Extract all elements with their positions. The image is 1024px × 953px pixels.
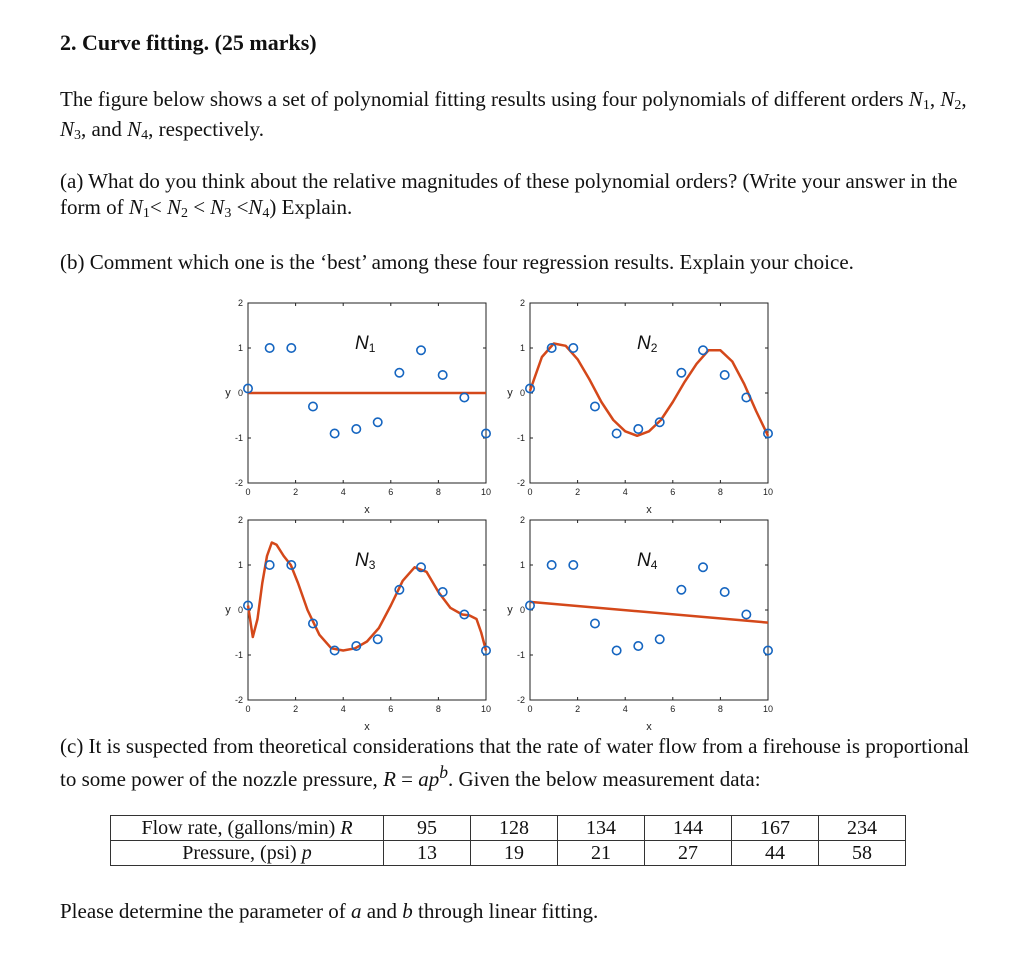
- data-point: [591, 619, 599, 627]
- a-lt-3: <: [231, 195, 249, 219]
- final-b: b: [402, 899, 413, 923]
- table-cell: 58: [819, 841, 906, 866]
- table-cell: 44: [732, 841, 819, 866]
- y-axis-label: y: [507, 604, 513, 616]
- chart-panel-4: [507, 515, 773, 733]
- data-point: [460, 393, 468, 401]
- table-row-pressure: [111, 841, 906, 866]
- final-and: and: [361, 899, 403, 923]
- n4-subscript: 4: [141, 128, 149, 143]
- data-point: [352, 425, 360, 433]
- x-tick-label: 10: [762, 704, 774, 714]
- x-axis-label: x: [364, 504, 370, 516]
- table-cell: 144: [645, 816, 732, 841]
- part-c-end: . Given the below measurement data:: [447, 767, 761, 791]
- data-point: [699, 563, 707, 571]
- part-b-paragraph: (b) Comment which one is the ‘best’ among these four regression results. Explain your choice.: [60, 250, 854, 274]
- a-lt-2: <: [187, 195, 211, 219]
- y-tick-label: -2: [516, 478, 525, 488]
- n1-symbol: N: [908, 87, 923, 111]
- data-point: [569, 561, 577, 569]
- a-n1-subscript: 1: [142, 206, 150, 221]
- table-cell: 128: [471, 816, 558, 841]
- y-tick-label: 2: [519, 515, 525, 525]
- x-tick-label: 6: [670, 487, 676, 497]
- table-cell: 19: [471, 841, 558, 866]
- data-point: [699, 346, 707, 354]
- x-tick-label: 4: [340, 487, 346, 497]
- y-tick-label: 1: [519, 560, 525, 570]
- x-tick-label: 10: [762, 487, 774, 497]
- x-tick-label: 0: [527, 487, 533, 497]
- formula-p: p: [428, 767, 440, 791]
- intro-end: , respectively.: [148, 117, 264, 141]
- part-c-paragraph: [60, 733, 970, 792]
- panel-title: N1: [355, 333, 376, 355]
- a-lt-1: <: [149, 195, 167, 219]
- part-a-end: ) Explain.: [269, 195, 353, 219]
- table-row-flow: [111, 816, 906, 841]
- y-tick-label: -1: [516, 650, 525, 660]
- y-tick-label: -1: [516, 433, 525, 443]
- row-header-flow: Flow rate, (gallons/min) R: [111, 816, 384, 841]
- fit-curve: [530, 602, 768, 623]
- panel-title: N2: [637, 333, 658, 355]
- table-cell: 27: [645, 841, 732, 866]
- data-point: [417, 346, 425, 354]
- data-point: [265, 561, 273, 569]
- panel-title-subscript: 4: [650, 558, 658, 572]
- data-point: [591, 402, 599, 410]
- chart-panel-2: [507, 298, 773, 516]
- a-n1-symbol: N: [128, 195, 143, 219]
- y-tick-label: 2: [237, 515, 243, 525]
- data-point: [634, 425, 642, 433]
- data-point: [395, 369, 403, 377]
- x-tick-label: 8: [717, 704, 723, 714]
- data-point: [677, 586, 685, 594]
- measurement-table: [110, 815, 906, 866]
- final-a: a: [350, 899, 362, 923]
- a-n3-subscript: 3: [224, 206, 232, 221]
- intro-comma-1: ,: [929, 87, 941, 111]
- a-n3-symbol: N: [210, 195, 225, 219]
- x-tick-label: 8: [435, 487, 441, 497]
- fit-curve: [530, 344, 768, 436]
- a-n2-symbol: N: [166, 195, 181, 219]
- data-point: [547, 561, 555, 569]
- plot-frame: [530, 303, 768, 483]
- y-tick-label: 0: [519, 605, 525, 615]
- a-n4-subscript: 4: [262, 206, 270, 221]
- y-tick-label: 2: [519, 298, 525, 308]
- data-point: [309, 402, 317, 410]
- part-a-text: (a) What do you think about the relative magnitudes of these polynomial orders? (Write your answer in the form of: [60, 169, 958, 219]
- a-n4-symbol: N: [248, 195, 263, 219]
- intro-and: , and: [81, 117, 128, 141]
- part-c-text: (c) It is suspected from theoretical considerations that the rate of water flow from a firehouse is proportional to some power of the nozzle pressure,: [60, 734, 970, 791]
- data-point: [612, 646, 620, 654]
- x-tick-label: 4: [622, 704, 628, 714]
- final-text: Please determine the parameter of: [60, 899, 351, 923]
- y-tick-label: 2: [237, 298, 243, 308]
- question-title: 2. Curve fitting. (25 marks): [60, 30, 317, 55]
- x-tick-label: 6: [388, 704, 394, 714]
- x-axis-label: x: [646, 504, 652, 516]
- data-point: [265, 344, 273, 352]
- n3-subscript: 3: [74, 128, 82, 143]
- a-n2-subscript: 2: [180, 206, 188, 221]
- formula-equals: =: [395, 767, 419, 791]
- data-point: [720, 371, 728, 379]
- table-cell: 21: [558, 841, 645, 866]
- n2-symbol: N: [940, 87, 955, 111]
- x-tick-label: 10: [480, 487, 492, 497]
- data-point: [720, 588, 728, 596]
- panel-title-subscript: 1: [368, 341, 376, 355]
- data-point: [374, 635, 382, 643]
- y-tick-label: 1: [519, 343, 525, 353]
- formula-r: R: [383, 767, 396, 791]
- n2-subscript: 2: [954, 98, 962, 113]
- x-tick-label: 8: [435, 704, 441, 714]
- chart-panel-1: [225, 298, 491, 516]
- x-tick-label: 4: [622, 487, 628, 497]
- panel-title: N4: [637, 550, 658, 572]
- n3-symbol: N: [60, 117, 75, 141]
- data-point: [569, 344, 577, 352]
- data-point: [742, 610, 750, 618]
- y-tick-label: -1: [234, 433, 243, 443]
- formula-b-exponent: b: [439, 762, 448, 782]
- y-axis-label: y: [225, 604, 231, 616]
- row-header-pressure: Pressure, (psi) p: [111, 841, 384, 866]
- x-tick-label: 0: [245, 704, 251, 714]
- panel-title-subscript: 2: [650, 341, 658, 355]
- panel-title: N3: [355, 550, 376, 572]
- n1-subscript: 1: [922, 98, 930, 113]
- y-tick-label: 0: [237, 388, 243, 398]
- final-paragraph: [60, 898, 970, 924]
- x-tick-label: 4: [340, 704, 346, 714]
- panel-title-subscript: 3: [368, 558, 376, 572]
- y-tick-label: 1: [237, 343, 243, 353]
- y-tick-label: 0: [237, 605, 243, 615]
- x-axis-label: x: [364, 721, 370, 733]
- y-tick-label: 1: [237, 560, 243, 570]
- y-axis-label: y: [225, 387, 231, 399]
- x-tick-label: 2: [293, 487, 299, 497]
- x-tick-label: 2: [293, 704, 299, 714]
- data-point: [330, 429, 338, 437]
- data-point: [287, 344, 295, 352]
- x-tick-label: 8: [717, 487, 723, 497]
- data-point: [656, 635, 664, 643]
- y-tick-label: -1: [234, 650, 243, 660]
- y-tick-label: -2: [234, 478, 243, 488]
- data-point: [634, 642, 642, 650]
- x-tick-label: 10: [480, 704, 492, 714]
- data-point: [677, 369, 685, 377]
- table-cell: 167: [732, 816, 819, 841]
- x-axis-label: x: [646, 721, 652, 733]
- plot-frame: [248, 520, 486, 700]
- y-tick-label: 0: [519, 388, 525, 398]
- n4-symbol: N: [127, 117, 142, 141]
- y-tick-label: -2: [234, 695, 243, 705]
- table-cell: 95: [384, 816, 471, 841]
- table-cell: 234: [819, 816, 906, 841]
- data-point: [438, 371, 446, 379]
- x-tick-label: 0: [527, 704, 533, 714]
- x-tick-label: 6: [670, 704, 676, 714]
- final-end: through linear fitting.: [412, 899, 599, 923]
- chart-panel-3: [225, 515, 491, 733]
- y-axis-label: y: [507, 387, 513, 399]
- table-cell: 134: [558, 816, 645, 841]
- intro-text: The figure below shows a set of polynomial fitting results using four polynomials of different orders: [60, 87, 909, 111]
- y-tick-label: -2: [516, 695, 525, 705]
- formula-a: a: [418, 767, 429, 791]
- data-point: [374, 418, 382, 426]
- data-point: [612, 429, 620, 437]
- x-tick-label: 6: [388, 487, 394, 497]
- x-tick-label: 2: [575, 487, 581, 497]
- intro-comma-2: ,: [961, 87, 967, 111]
- table-cell: 13: [384, 841, 471, 866]
- x-tick-label: 2: [575, 704, 581, 714]
- plot-frame: [530, 520, 768, 700]
- x-tick-label: 0: [245, 487, 251, 497]
